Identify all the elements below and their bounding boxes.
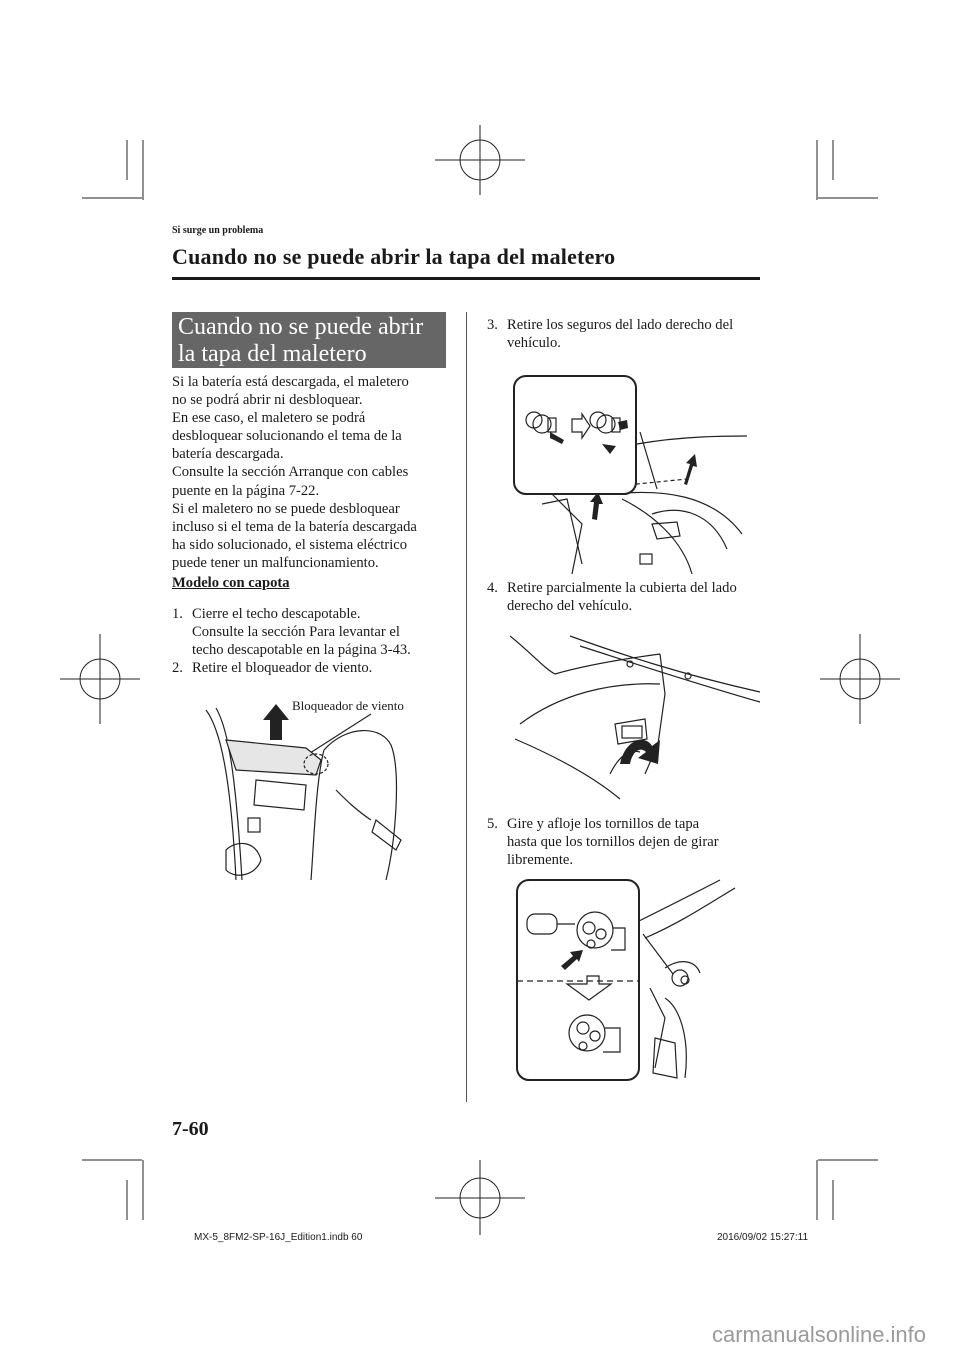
intro-line: incluso si el tema de la batería descargada bbox=[172, 518, 417, 535]
intro-line: no se podrá abrir ni desbloquear. bbox=[172, 392, 363, 409]
step-text: Gire y afloje los tornillos de tapa bbox=[507, 816, 700, 832]
step-text: Cierre el techo descapotable. bbox=[192, 606, 361, 622]
step-number: 3. bbox=[487, 317, 498, 333]
step-number: 1. bbox=[172, 606, 183, 622]
intro-line: puede tener un malfuncionamiento. bbox=[172, 554, 379, 571]
intro-line: puente en la página 7-22. bbox=[172, 482, 320, 499]
wind-blocker-illustration bbox=[196, 690, 406, 885]
step-text: techo descapotable en la página 3-43. bbox=[192, 642, 411, 659]
step-text: derecho del vehículo. bbox=[507, 598, 633, 615]
intro-line: Si la batería está descargada, el maletero bbox=[172, 374, 409, 390]
watermark: carmanualsonline.info bbox=[712, 1322, 927, 1347]
cover-removal-illustration bbox=[510, 634, 765, 804]
step-number: 2. bbox=[172, 660, 183, 676]
step-text: Retire los seguros del lado derecho del bbox=[507, 317, 734, 333]
intro-line: desbloquear solucionando el tema de la bbox=[172, 428, 402, 445]
intro-line: Consulte la sección Arranque con cables bbox=[172, 464, 409, 481]
wind-blocker-label: Bloqueador de viento bbox=[292, 698, 404, 713]
topic-title-line1: Cuando no se puede abrir bbox=[178, 314, 424, 340]
page-title: Cuando no se puede abrir la tapa del maletero bbox=[172, 244, 616, 269]
step-number: 5. bbox=[487, 816, 498, 832]
step-4 bbox=[487, 579, 762, 615]
topic-title-line2: la tapa del maletero bbox=[178, 341, 367, 367]
step-2 bbox=[172, 659, 462, 677]
step-number: 4. bbox=[487, 580, 498, 596]
page-number: 7-60 bbox=[172, 1118, 209, 1140]
step-text: Retire el bloqueador de viento. bbox=[192, 660, 373, 676]
step-text: Retire parcialmente la cubierta del lado bbox=[507, 580, 737, 596]
step-text: hasta que los tornillos dejen de girar bbox=[507, 834, 719, 851]
intro-line: ha sido solucionado, el sistema eléctrico bbox=[172, 536, 408, 553]
intro-paragraph bbox=[172, 373, 462, 572]
step-text: Consulte la sección Para levantar el bbox=[192, 624, 400, 641]
clips-removal-illustration bbox=[512, 374, 762, 574]
topic-title-box bbox=[172, 312, 446, 368]
footer-date-info: 2016/09/02 15:27:11 bbox=[717, 1232, 809, 1243]
heading-rule bbox=[172, 277, 760, 280]
step-text: libremente. bbox=[507, 852, 574, 869]
column-divider bbox=[466, 312, 467, 1102]
section-label: Si surge un problema bbox=[172, 225, 264, 236]
intro-line: Si el maletero no se puede desbloquear bbox=[172, 500, 400, 517]
intro-line: batería descargada. bbox=[172, 446, 284, 463]
step-5 bbox=[487, 815, 762, 869]
step-1 bbox=[172, 605, 462, 659]
step-text: vehículo. bbox=[507, 335, 561, 352]
model-subheading: Modelo con capota bbox=[172, 575, 290, 591]
cap-screws-illustration bbox=[515, 878, 740, 1083]
footer-file-info: MX-5_8FM2-SP-16J_Edition1.indb 60 bbox=[194, 1232, 363, 1243]
intro-line: En ese caso, el maletero se podrá bbox=[172, 410, 366, 427]
step-3 bbox=[487, 316, 762, 352]
